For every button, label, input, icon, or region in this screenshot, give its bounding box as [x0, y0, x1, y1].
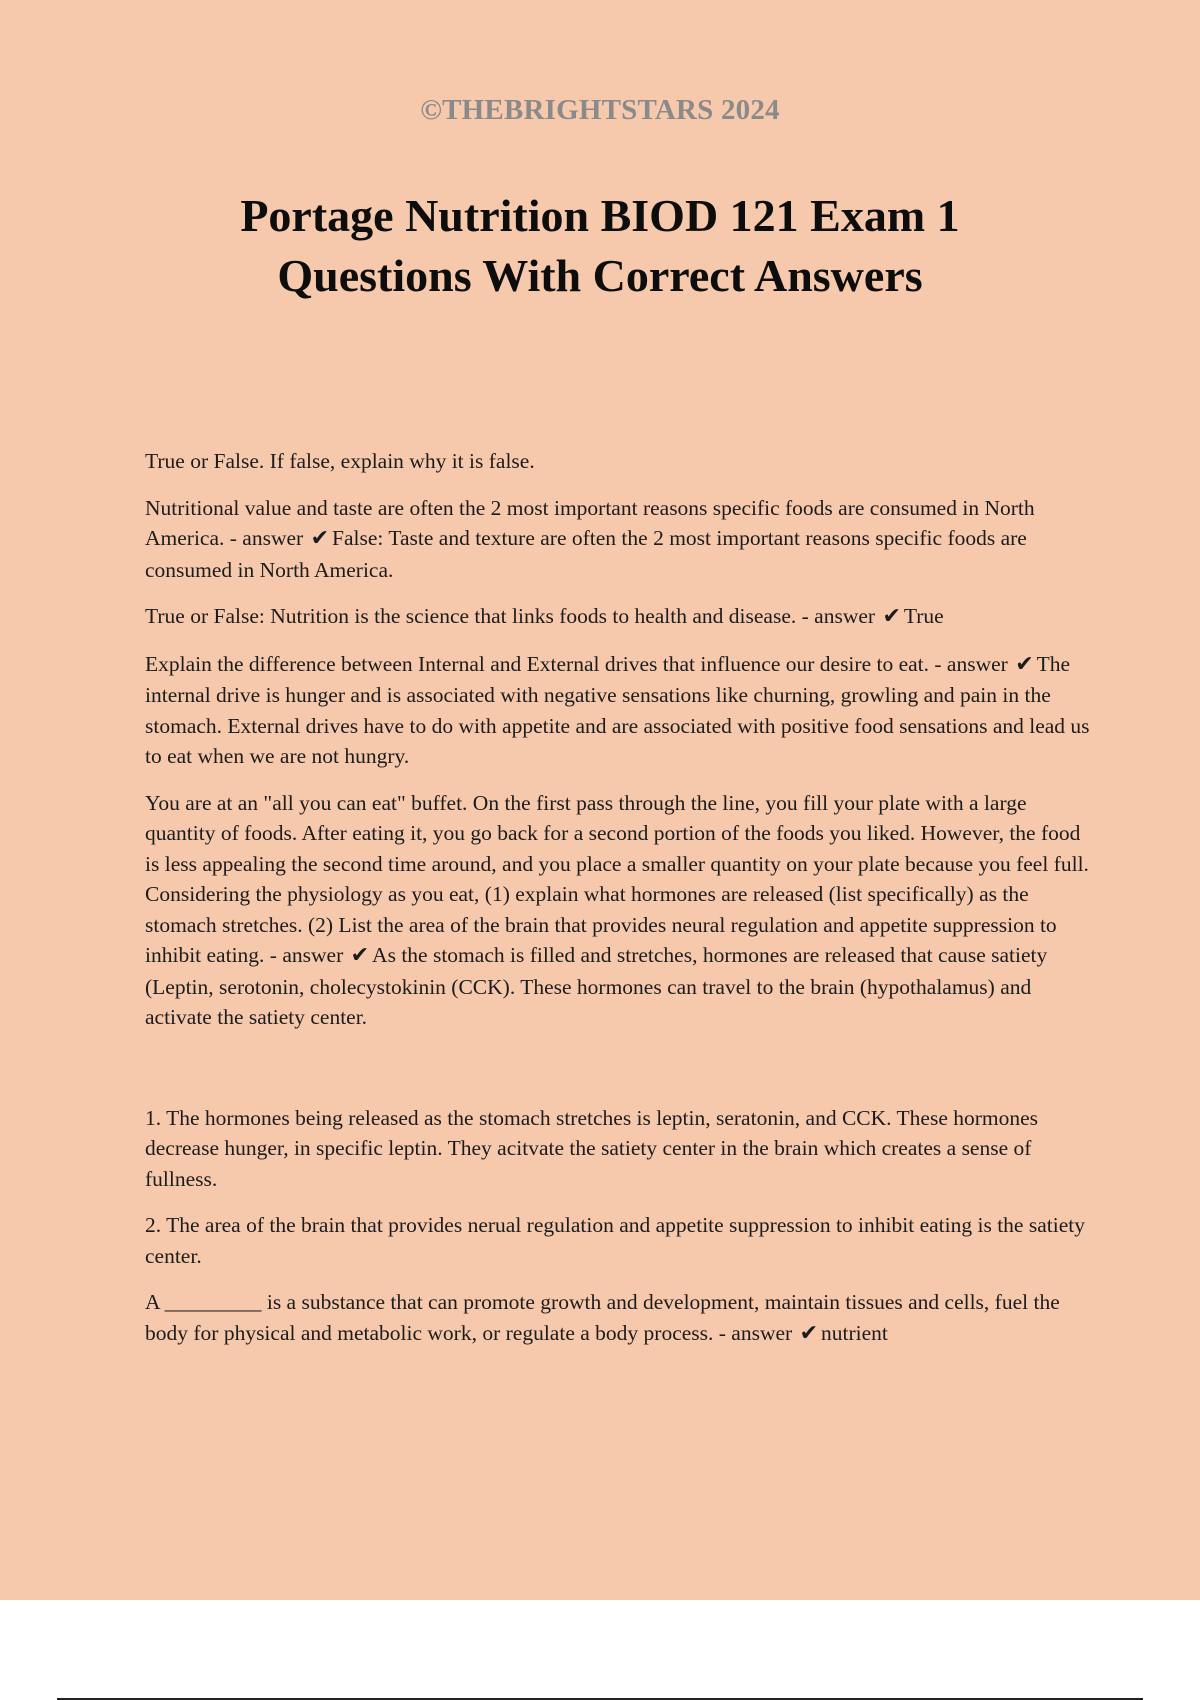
answer-text: The internal drive is hunger and is associated with negative sensations like churning, growling and pain in the stomach. External drives have to do with appetite and are associated with positive food sensations and lead us to eat when we are not hungry.	[145, 651, 1090, 768]
check-mark-icon: ✔	[1015, 651, 1034, 677]
check-mark-icon: ✔	[799, 1320, 818, 1346]
document-body	[145, 446, 1095, 1365]
check-mark-icon: ✔	[350, 943, 370, 968]
answer-note-1	[145, 1103, 1095, 1195]
qa-item-5	[145, 1287, 1095, 1349]
note-text: 1. The hormones being released as the stomach stretches is leptin, seratonin, and CCK. These hormones decrease hunger, in specific leptin. They acitvate the satiety center in the brain which creates a sense of fullness.	[145, 1105, 1039, 1191]
qa-item-3	[145, 649, 1095, 772]
answer-text: False: Taste and texture are often the 2 most important reasons specific foods are consumed in North America.	[145, 526, 1027, 582]
question-text: Explain the difference between Internal and External drives that influence our desire to eat. - answer	[145, 651, 1008, 676]
check-mark-icon: ✔	[310, 526, 329, 551]
question-text: A _________ is a substance that can promote growth and development, maintain tissues and cells, fuel the body for physical and metabolic work, or regulate a body process. - answer	[145, 1290, 1060, 1345]
qa-item-4	[145, 788, 1095, 1033]
instruction-text	[145, 446, 1095, 477]
check-mark-icon: ✔	[882, 604, 901, 629]
note-text: 2. The area of the brain that provides nerual regulation and appetite suppression to inhibit eating is the satiety center.	[145, 1213, 1085, 1268]
qa-item-1	[145, 493, 1095, 586]
answer-text: nutrient	[821, 1320, 888, 1345]
instruction-label: True or False. If false, explain why it is false.	[145, 449, 535, 473]
question-text: You are at an "all you can eat" buffet. On the first pass through the line, you fill your plate with a large quantity of foods. After eating it, you go back for a second portion of the foods you liked. However, the food is less appealing the second time around, and you place a smaller quantity on your plate because you feel full. Considering the physiology as you eat, (1) explain what hormones are released (list specifically) as the stomach stretches. (2) List the area of the brain that provides neural regulation and appetite suppression to inhibit eating. - answer	[145, 790, 1089, 967]
question-text: True or False: Nutrition is the science that links foods to health and disease. - answer	[145, 604, 876, 628]
title-line-2: Questions With Correct Answers	[277, 250, 923, 301]
page-title	[0, 186, 1200, 306]
watermark: ©THEBRIGHTSTARS 2024	[420, 94, 780, 126]
answer-note-2	[145, 1210, 1095, 1271]
qa-item-2	[145, 601, 1095, 633]
answer-text: True	[903, 604, 944, 628]
question-text: Nutritional value and taste are often the 2 most important reasons specific foods are consumed in North America. - answer	[145, 495, 1035, 550]
title-line-1: Portage Nutrition BIOD 121 Exam 1	[240, 190, 960, 241]
answer-text: As the stomach is filled and stretches, hormones are released that cause satiety (Leptin, serotonin, cholecystokinin (CCK). These hormones can travel to the brain (hypothalamus) and activate the satiety center.	[145, 943, 1048, 1029]
